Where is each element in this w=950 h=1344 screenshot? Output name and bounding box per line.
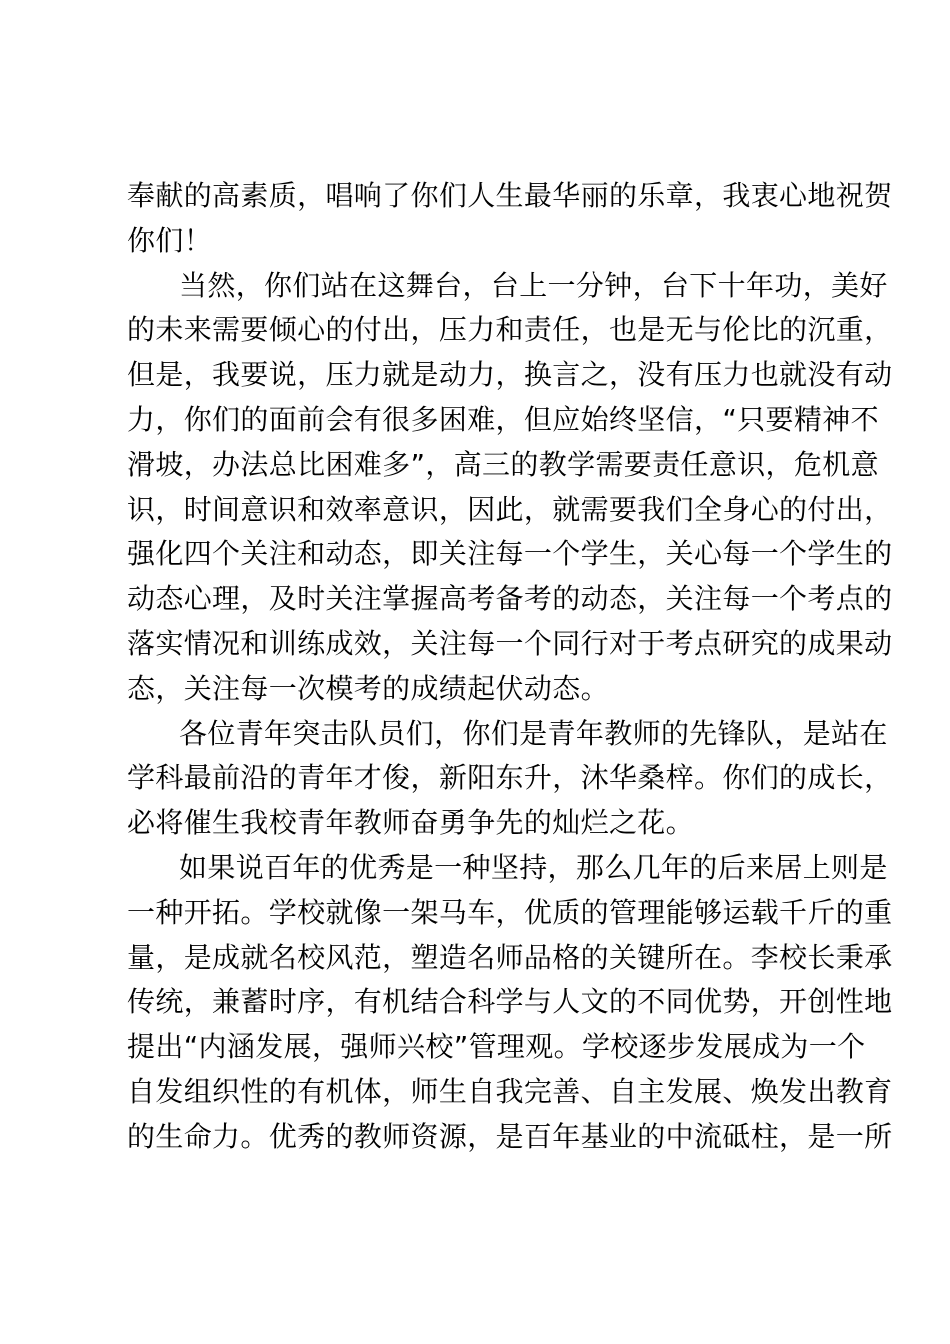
text-line: 必将催生我校青年教师奋勇争先的灿烂之花。: [127, 806, 695, 840]
text-line: 动态心理，及时关注掌握高考备考的动态，关注每一个考点的: [127, 582, 893, 616]
text-line: 落实情况和训练成效，关注每一个同行对于考点研究的成果动: [127, 626, 893, 660]
text-line: 各位青年突击队员们，你们是青年教师的先锋队，是站在: [179, 716, 888, 750]
text-line: 力，你们的面前会有很多困难，但应始终坚信，“只要精神不: [127, 402, 879, 436]
text-line: 的未来需要倾心的付出，压力和责任，也是无与伦比的沉重，: [127, 313, 893, 347]
text-line: 识，时间意识和效率意识，因此，就需要我们全身心的付出，: [127, 492, 893, 526]
text-line: 奉献的高素质，唱响了你们人生最华丽的乐章，我衷心地祝贺: [127, 179, 893, 212]
text-line: 你们！: [127, 223, 213, 257]
text-line: 强化四个关注和动态，即关注每一个学生，关心每一个学生的: [127, 537, 893, 571]
text-line: 的生命力。优秀的教师资源，是百年基业的中流砥柱，是一所: [127, 1119, 893, 1153]
text-line: 学科最前沿的青年才俊，新阳东升，沐华桑梓。你们的成长，: [127, 761, 893, 795]
text-line: 提出“内涵发展，强师兴校”管理观。学校逐步发展成为一个: [127, 1030, 866, 1064]
text-line: 自发组织性的有机体，师生自我完善、自主发展、焕发出教育: [127, 1074, 893, 1108]
text-line: 当然，你们站在这舞台，台上一分钟，台下十年功，美好: [179, 268, 888, 302]
document-body: [127, 174, 893, 1160]
text-line: 量，是成就名校风范，塑造名师品格的关键所在。李校长秉承: [127, 940, 893, 974]
text-line: 如果说百年的优秀是一种坚持，那么几年的后来居上则是: [179, 850, 888, 884]
text-line: 态，关注每一次模考的成绩起伏动态。: [127, 671, 609, 705]
text-line: 滑坡，办法总比困难多”，高三的教学需要责任意识，危机意: [127, 447, 879, 481]
text-line: 传统，兼蓄时序，有机结合科学与人文的不同优势，开创性地: [127, 985, 893, 1019]
text-line: 但是，我要说，压力就是动力，换言之，没有压力也就没有动: [127, 358, 893, 392]
text-line: 一种开拓。学校就像一架马车，优质的管理能够运载千斤的重: [127, 895, 893, 929]
